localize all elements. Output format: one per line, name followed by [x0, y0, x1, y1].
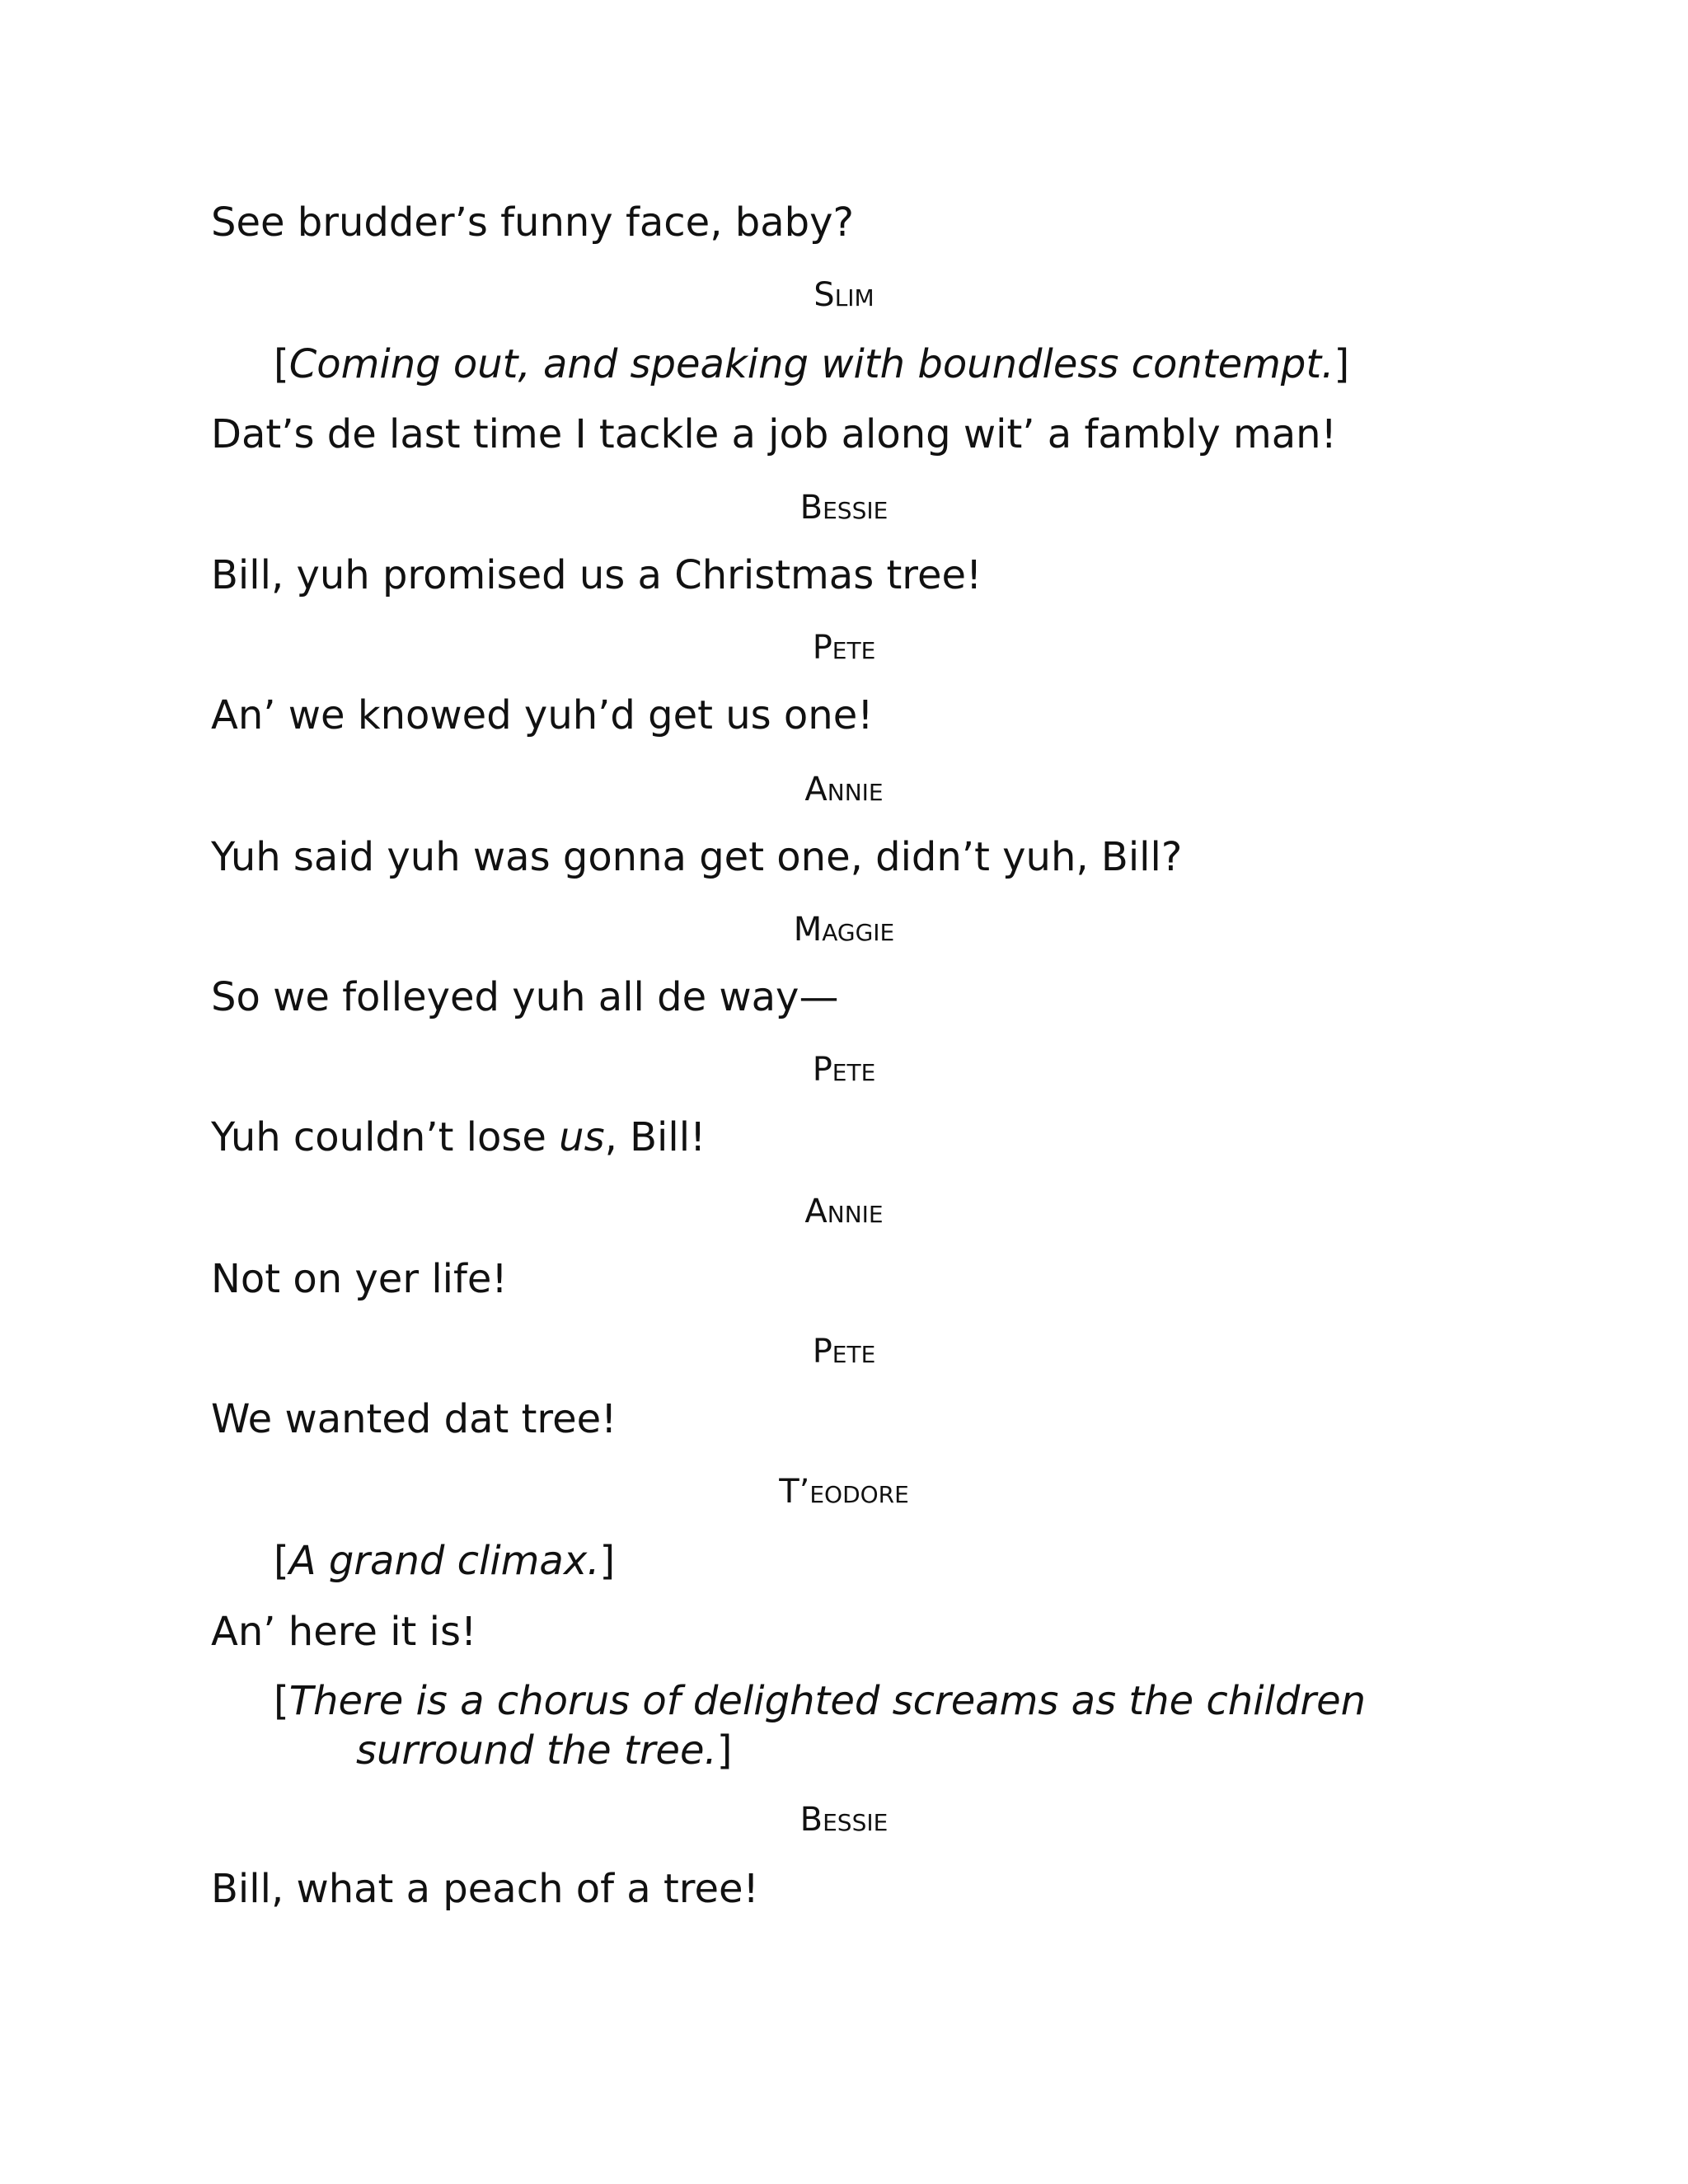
stage-direction: [Coming out, and speaking with boundless contempt.] — [274, 341, 1350, 387]
dialogue-line: Dat’s de last time I tackle a job along wit’ a fambly man! — [211, 411, 1337, 457]
speaker-name: T’eodore — [779, 1473, 909, 1511]
dialogue-line: See brudder’s funny face, baby? — [211, 199, 854, 246]
dialogue-text: Yuh couldn’t lose — [211, 1114, 560, 1160]
dialogue-line: Not on yer life! — [211, 1256, 508, 1302]
dialogue-line: Yuh said yuh was gonna get one, didn’t yuh, Bill? — [211, 834, 1183, 880]
speaker-name: Bessie — [799, 489, 889, 527]
dialogue-line: An’ here it is! — [211, 1609, 477, 1655]
stage-direction-text: There is a chorus of delighted screams as the children — [288, 1678, 1367, 1724]
dialogue-line: Bill, yuh promised us a Christmas tree! — [211, 552, 982, 598]
speaker-name: Annie — [804, 771, 884, 808]
dialogue-text: , Bill! — [604, 1114, 706, 1160]
dialogue-line: Bill, what a peach of a tree! — [211, 1866, 759, 1912]
speaker-name: Pete — [812, 1051, 876, 1089]
speaker-name: Maggie — [793, 911, 895, 949]
speaker-name: Annie — [804, 1193, 884, 1230]
dialogue-line — [211, 1113, 706, 1162]
speaker-name: Pete — [812, 1333, 876, 1371]
dialogue-line: An’ we knowed yuh’d get us one! — [211, 692, 874, 738]
speaker-name: Pete — [812, 629, 876, 667]
stage-direction-line: [There is a chorus of delighted screams as the children — [274, 1678, 1367, 1724]
stage-direction: [A grand climax.] — [274, 1538, 616, 1584]
stage-direction-text: surround the tree. — [356, 1727, 717, 1774]
dialogue-line: So we folleyed yuh all de way— — [211, 974, 839, 1020]
dialogue-line: We wanted dat tree! — [211, 1396, 617, 1442]
speaker-name: Slim — [814, 276, 874, 314]
stage-direction — [274, 1676, 1367, 1775]
stage-direction-line: surround the tree.] — [356, 1727, 733, 1774]
stage-direction-text: A grand climax. — [288, 1538, 600, 1584]
speaker-name: Bessie — [799, 1801, 889, 1839]
stage-direction-text: Coming out, and speaking with boundless contempt. — [288, 341, 1334, 387]
emphasis-text: us — [559, 1114, 605, 1160]
